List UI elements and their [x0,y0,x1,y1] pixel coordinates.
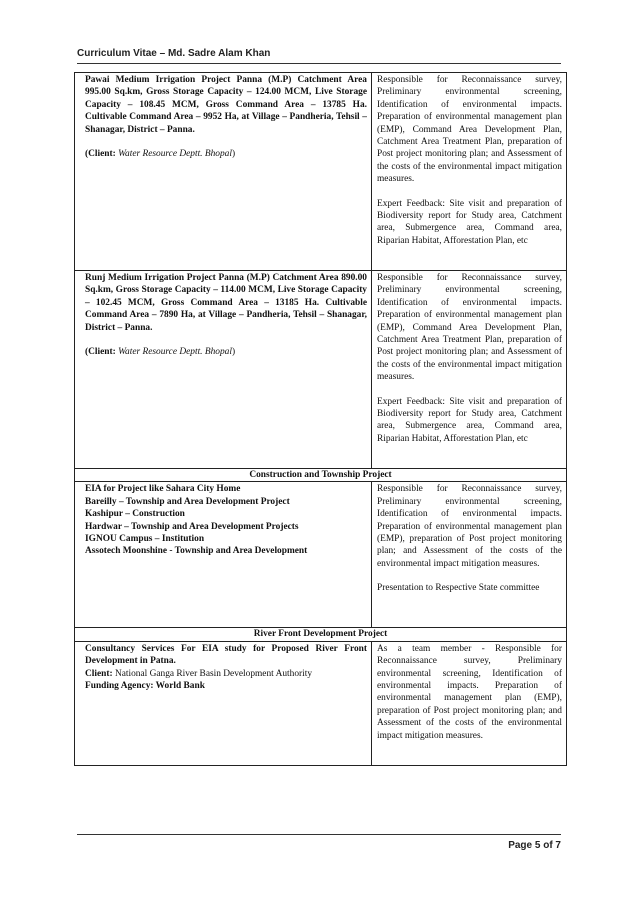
project-cell [75,73,372,271]
table-row [75,271,567,469]
presentation-text: Presentation to Respective State committee [377,583,540,594]
list-item: EIA for Project like Sahara City Home [85,484,241,495]
client-label: Client: [88,149,116,160]
section-heading-row [75,469,567,482]
responsibility-text: As a team member - Responsible for Reconnaissance survey, Preliminary environmental screening, Identification of environmental impacts. Preparation of environmental management plan (EMP), preparation of Post project monitoring plan; and Assessment of the costs of the environmental impact mitigation measures. [377,643,562,741]
page-number: Page 5 of 7 [508,840,561,851]
client-line: (Client: Water Resource Deptt. Bhopal) [85,347,236,358]
section-heading: Construction and Township Project [75,469,567,482]
client-line [85,668,367,680]
projects-table [74,72,567,766]
client-label: Client: [85,668,113,679]
project-title: Runj Medium Irrigation Project Panna (M.P) Catchment Area 890.00 Sq.km, Gross Storage Capacity – 114.00 MCM, Live Storage Capacity – 102.45 MCM, Gross Command Area – 13185 Ha. Cultivable Command Area – 7890 Ha, at Village – Pandheria, Tehsil – Shanagar, District – Panna. [85,273,367,333]
project-title: Pawai Medium Irrigation Project Panna (M.P) Catchment Area 995.00 Sq.km, Gross Storage Capacity – 124.00 MCM, Live Storage Capacity – 108.45 MCM, Gross Command Area – 13785 Ha. Cultivable Command Area – 9952 Ha, at Village – Pandheria, Tehsil – Shanagar, District – Panna. [85,75,367,135]
responsibility-cell [372,271,567,469]
project-list-cell [75,482,372,628]
client-value: Water Resource Deptt. Bhopal [118,347,232,358]
page-header: Curriculum Vitae – Md. Sadre Alam Khan [77,48,271,59]
responsibility-text: Responsible for Reconnaissance survey, Preliminary environmental screening, Identification of environmental impacts. Preparation of environmental management plan (EMP), Command Area Development Plan, Catchment Area Treatment Plan, preparation of Post project monitoring plan; and Assessment of the costs of the environmental impact mitigation measures. [377,75,562,185]
client-value: National Ganga River Basin Development Authority [114,668,313,679]
project-cell [75,641,372,765]
table-row [75,641,567,765]
table-row [75,482,567,628]
list-item: Bareilly – Township and Area Development Project [85,496,290,507]
client-value: Water Resource Deptt. Bhopal [118,149,232,160]
list-item: IGNOU Campus – Institution [85,534,205,545]
list-item: Hardwar – Township and Area Development Projects [85,521,299,532]
header-rule [77,63,561,64]
responsibility-cell [372,482,567,628]
client-line: (Client: Water Resource Deptt. Bhopal) [85,149,236,160]
section-heading-row [75,628,567,641]
expert-feedback-text: Expert Feedback: Site visit and preparation of Biodiversity report for Study area, Catchment area, Submergence area, Command area, Riparian Habitat, Afforestation Plan, etc [377,396,562,444]
list-item: Kashipur – Construction [85,509,185,520]
project-cell [75,271,372,469]
list-item: Assotech Moonshine - Township and Area Development [85,546,308,557]
client-label: Client: [88,347,116,358]
expert-feedback-text: Expert Feedback: Site visit and preparation of Biodiversity report for Study area, Catchment area, Submergence area, Command area, Riparian Habitat, Afforestation Plan, etc [377,198,562,246]
responsibility-text: Responsible for Reconnaissance survey, Preliminary environmental screening, Identification of environmental impacts. Preparation of environmental management plan (EMP), preparation of Post project monitoring plan; and Assessment of the costs of the environmental impact mitigation measures. [377,484,562,569]
responsibility-text: Responsible for Reconnaissance survey, Preliminary environmental screening, Identification of environmental impacts. Preparation of environmental management plan (EMP), Command Area Development Plan, Catchment Area Treatment Plan, preparation of Post project monitoring plan; and Assessment of the costs of the environmental impact mitigation measures. [377,273,562,383]
table-row [75,73,567,271]
section-heading: River Front Development Project [75,628,567,641]
responsibility-cell [372,73,567,271]
responsibility-cell [372,641,567,765]
funding-agency: Funding Agency: World Bank [85,681,205,692]
footer-rule [77,834,561,835]
project-title: Consultancy Services For EIA study for Proposed River Front Development in Patna. [85,643,367,667]
